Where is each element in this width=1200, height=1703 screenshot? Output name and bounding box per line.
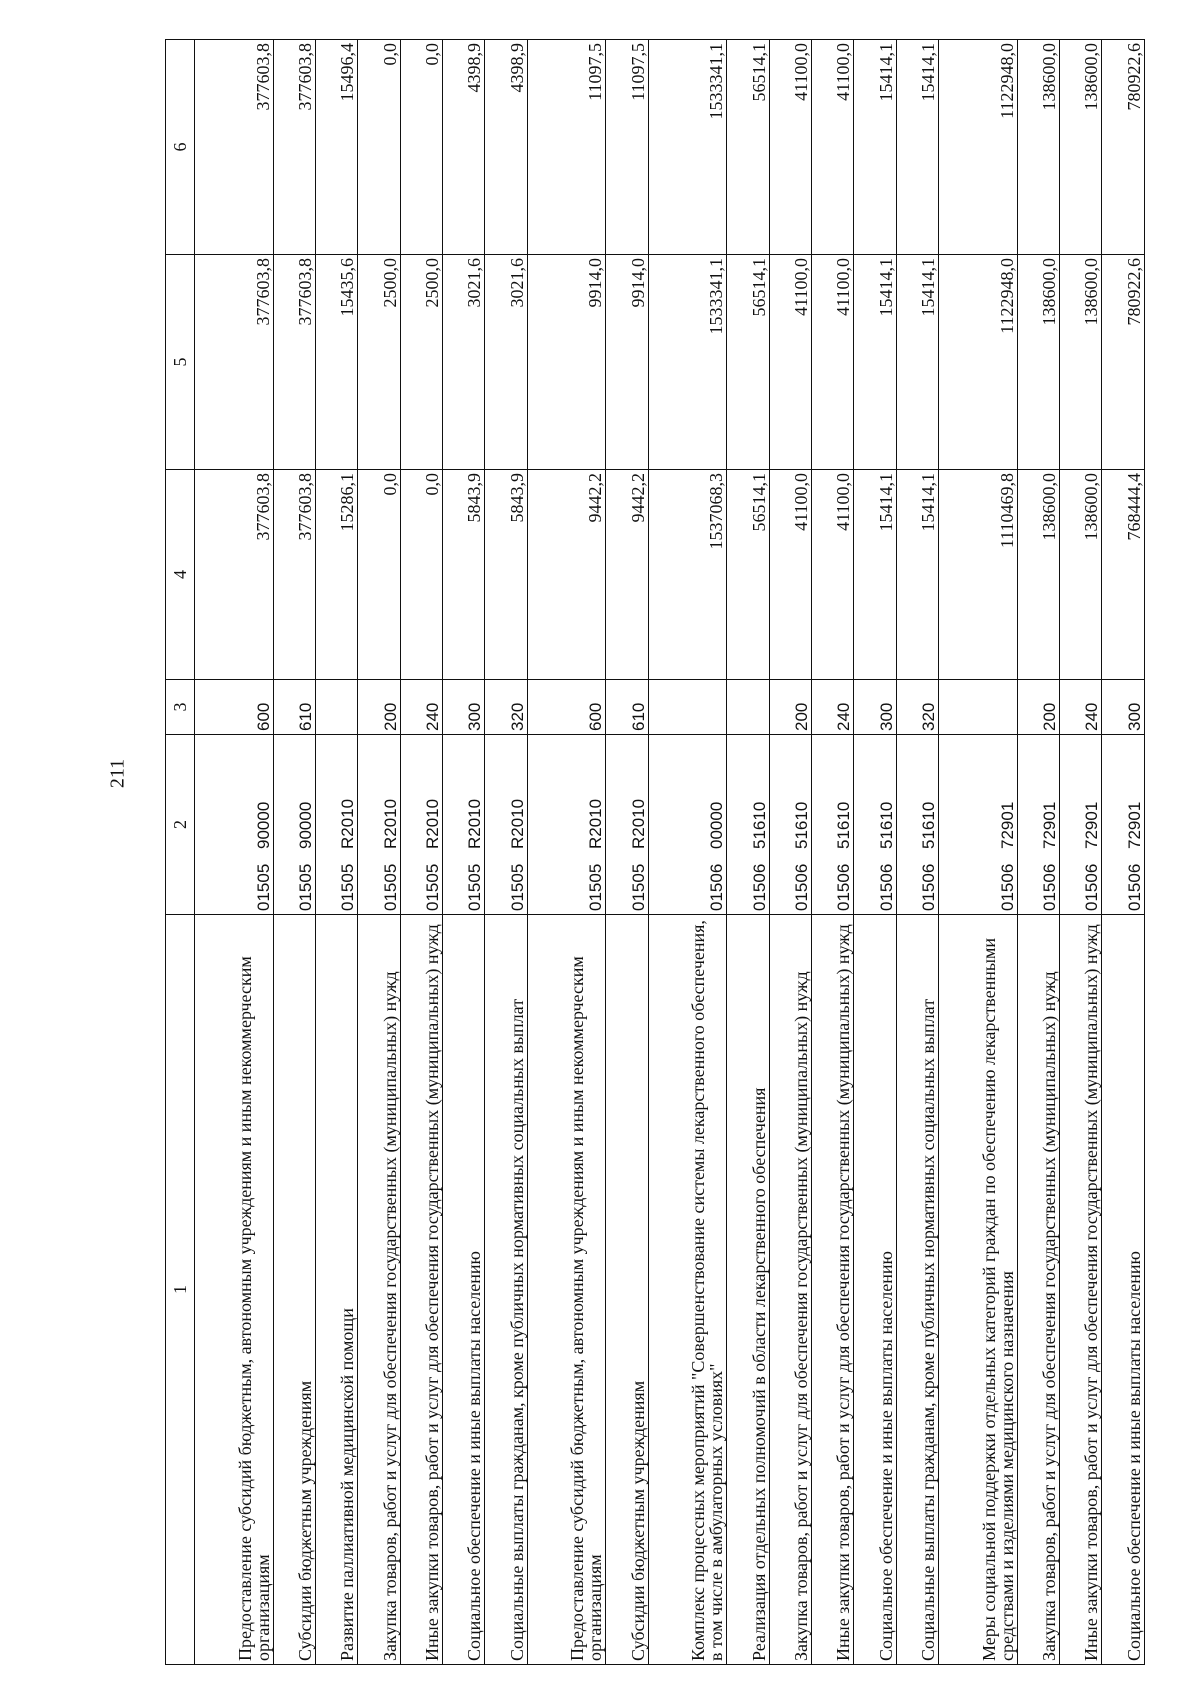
- code-program: 01505: [253, 863, 273, 911]
- row-value-v6: 1533341,1: [648, 40, 727, 255]
- row-name: Социальное обеспечение и иные выплаты населению: [443, 915, 485, 1665]
- row-value-v5: 138600,0: [1017, 255, 1059, 470]
- header-col-3: 3: [166, 680, 195, 735]
- row-name: Предоставление субсидий бюджетным, автономным учреждениям и иным некоммерческим организациям: [527, 915, 606, 1665]
- row-value-v5: 138600,0: [1060, 255, 1102, 470]
- code-direction: 72901: [1040, 801, 1060, 849]
- row-code: [606, 735, 648, 915]
- row-value-v6: 11097,5: [527, 40, 606, 255]
- row-value-v6: 0,0: [400, 40, 442, 255]
- row-value-v4: 377603,8: [195, 470, 274, 680]
- row-value-v5: 15435,6: [316, 255, 358, 470]
- code-direction: R2010: [628, 798, 648, 849]
- row-value-v6: 138600,0: [1060, 40, 1102, 255]
- row-expense-type: 300: [443, 680, 485, 735]
- code-direction: R2010: [380, 798, 400, 849]
- code-program: 01505: [423, 863, 443, 911]
- table-row: [939, 40, 1018, 1665]
- row-value-v4: 768444,4: [1102, 470, 1145, 680]
- row-name: Развитие паллиативной медицинской помощи: [316, 915, 358, 1665]
- row-code: [1102, 735, 1145, 915]
- code-program: 01505: [628, 863, 648, 911]
- code-program: 01506: [919, 863, 939, 911]
- row-value-v6: 41100,0: [769, 40, 811, 255]
- row-code: [527, 735, 606, 915]
- row-value-v4: 0,0: [400, 470, 442, 680]
- table-row: [1102, 40, 1145, 1665]
- code-program: 01505: [507, 863, 527, 911]
- row-name: Закупка товаров, работ и услуг для обеспечения государственных (муниципальных) нужд: [769, 915, 811, 1665]
- budget-table: [165, 39, 1145, 1665]
- header-row: [166, 40, 195, 1665]
- row-name: Реализация отдельных полномочий в области лекарственного обеспечения: [727, 915, 769, 1665]
- row-value-v6: 15496,4: [316, 40, 358, 255]
- row-value-v6: 138600,0: [1017, 40, 1059, 255]
- row-value-v5: 9914,0: [606, 255, 648, 470]
- header-col-2: 2: [166, 735, 195, 915]
- row-name: Социальное обеспечение и иные выплаты населению: [854, 915, 896, 1665]
- row-name: Закупка товаров, работ и услуг для обеспечения государственных (муниципальных) нужд: [1017, 915, 1059, 1665]
- row-name: Иные закупки товаров, работ и услуг для обеспечения государственных (муниципальных) нужд: [400, 915, 442, 1665]
- table-row: [485, 40, 527, 1665]
- code-program: 01506: [792, 863, 812, 911]
- code-direction: 51610: [834, 801, 854, 849]
- header-col-6: 6: [166, 40, 195, 255]
- row-value-v6: 11097,5: [606, 40, 648, 255]
- row-value-v5: 377603,8: [195, 255, 274, 470]
- table-row: [648, 40, 727, 1665]
- code-direction: R2010: [465, 798, 485, 849]
- row-value-v6: 377603,8: [273, 40, 315, 255]
- row-value-v6: 41100,0: [812, 40, 854, 255]
- row-value-v5: 2500,0: [358, 255, 400, 470]
- row-value-v6: 15414,1: [896, 40, 938, 255]
- row-value-v4: 5843,9: [485, 470, 527, 680]
- table-row: [358, 40, 400, 1665]
- row-value-v5: 15414,1: [896, 255, 938, 470]
- code-direction: 51610: [792, 801, 812, 849]
- code-program: 01506: [707, 863, 727, 911]
- header-col-4: 4: [166, 470, 195, 680]
- code-direction: 90000: [296, 801, 315, 849]
- row-expense-type: 600: [195, 680, 274, 735]
- row-value-v6: 0,0: [358, 40, 400, 255]
- row-expense-type: 240: [400, 680, 442, 735]
- row-name: Закупка товаров, работ и услуг для обеспечения государственных (муниципальных) нужд: [358, 915, 400, 1665]
- code-program: 01505: [465, 863, 485, 911]
- budget-table-rotated: [165, 40, 1145, 1665]
- table-row: [273, 40, 315, 1665]
- row-value-v4: 56514,1: [727, 470, 769, 680]
- row-expense-type: 300: [1102, 680, 1145, 735]
- row-value-v4: 15414,1: [854, 470, 896, 680]
- table-row: [769, 40, 811, 1665]
- code-program: 01506: [876, 863, 896, 911]
- row-name: Меры социальной поддержки отдельных категорий граждан по обеспечению лекарственными средствами и изделиями медицинского назначения: [939, 915, 1018, 1665]
- row-code: [1017, 735, 1059, 915]
- code-direction: R2010: [338, 798, 358, 849]
- row-name: Комплекс процессных мероприятий "Совершенствование системы лекарственного обеспечения, в том числе в амбулаторных условиях": [648, 915, 727, 1665]
- row-value-v6: 377603,8: [195, 40, 274, 255]
- code-program: 01506: [997, 863, 1017, 911]
- row-value-v6: 4398,9: [443, 40, 485, 255]
- table-body: [195, 40, 1145, 1665]
- row-value-v5: 3021,6: [485, 255, 527, 470]
- row-expense-type: 240: [1060, 680, 1102, 735]
- row-code: [854, 735, 896, 915]
- row-code: [896, 735, 938, 915]
- row-code: [273, 735, 315, 915]
- row-value-v5: 780922,6: [1102, 255, 1145, 470]
- row-value-v4: 1110469,8: [939, 470, 1018, 680]
- table-row: [527, 40, 606, 1665]
- row-value-v4: 41100,0: [812, 470, 854, 680]
- code-direction: R2010: [507, 798, 527, 849]
- table-row: [400, 40, 442, 1665]
- row-value-v6: 1122948,0: [939, 40, 1018, 255]
- row-value-v5: 377603,8: [273, 255, 315, 470]
- code-direction: 00000: [707, 801, 727, 849]
- row-value-v5: 56514,1: [727, 255, 769, 470]
- row-value-v4: 0,0: [358, 470, 400, 680]
- row-code: [400, 735, 442, 915]
- row-expense-type: 600: [527, 680, 606, 735]
- row-code: [812, 735, 854, 915]
- row-code: [485, 735, 527, 915]
- row-name: Социальные выплаты гражданам, кроме публичных нормативных социальных выплат: [896, 915, 938, 1665]
- row-code: [316, 735, 358, 915]
- row-value-v4: 9442,2: [606, 470, 648, 680]
- row-value-v6: 780922,6: [1102, 40, 1145, 255]
- row-value-v6: 56514,1: [727, 40, 769, 255]
- row-code: [443, 735, 485, 915]
- row-expense-type: 320: [896, 680, 938, 735]
- row-value-v4: 15414,1: [896, 470, 938, 680]
- header-col-1: 1: [166, 915, 195, 1665]
- row-value-v4: 138600,0: [1017, 470, 1059, 680]
- code-program: 01505: [380, 863, 400, 911]
- code-program: 01505: [586, 863, 606, 911]
- row-expense-type: 200: [769, 680, 811, 735]
- row-expense-type: 610: [273, 680, 315, 735]
- code-direction: 51610: [919, 801, 939, 849]
- code-program: 01505: [296, 863, 315, 911]
- code-direction: 72901: [1082, 801, 1102, 849]
- row-code: [1060, 735, 1102, 915]
- row-expense-type: 300: [854, 680, 896, 735]
- row-value-v5: 15414,1: [854, 255, 896, 470]
- code-program: 01506: [834, 863, 854, 911]
- code-direction: 90000: [253, 801, 273, 849]
- row-code: [727, 735, 769, 915]
- code-program: 01506: [1082, 863, 1102, 911]
- row-value-v4: 5843,9: [443, 470, 485, 680]
- table-row: [606, 40, 648, 1665]
- row-expense-type: [648, 680, 727, 735]
- row-value-v5: 3021,6: [443, 255, 485, 470]
- code-direction: R2010: [586, 798, 606, 849]
- row-code: [769, 735, 811, 915]
- row-value-v6: 4398,9: [485, 40, 527, 255]
- row-name: Предоставление субсидий бюджетным, автономным учреждениям и иным некоммерческим организациям: [195, 915, 274, 1665]
- row-code: [195, 735, 274, 915]
- row-expense-type: 200: [358, 680, 400, 735]
- row-expense-type: [727, 680, 769, 735]
- row-value-v5: 41100,0: [769, 255, 811, 470]
- row-value-v5: 9914,0: [527, 255, 606, 470]
- table-row: [1017, 40, 1059, 1665]
- row-code: [648, 735, 727, 915]
- table-row: [1060, 40, 1102, 1665]
- row-value-v4: 9442,2: [527, 470, 606, 680]
- row-code: [939, 735, 1018, 915]
- row-name: Иные закупки товаров, работ и услуг для обеспечения государственных (муниципальных) нужд: [812, 915, 854, 1665]
- row-expense-type: 240: [812, 680, 854, 735]
- table-row: [443, 40, 485, 1665]
- row-value-v6: 15414,1: [854, 40, 896, 255]
- table-row: [854, 40, 896, 1665]
- table-row: [195, 40, 274, 1665]
- code-program: 01506: [749, 863, 769, 911]
- code-program: 01506: [1125, 863, 1144, 911]
- table-row: [727, 40, 769, 1665]
- row-value-v5: 1533341,1: [648, 255, 727, 470]
- row-name: Субсидии бюджетным учреждениям: [606, 915, 648, 1665]
- table-row: [896, 40, 938, 1665]
- row-value-v4: 15286,1: [316, 470, 358, 680]
- row-value-v4: 138600,0: [1060, 470, 1102, 680]
- code-direction: 72901: [1125, 801, 1144, 849]
- row-name: Социальные выплаты гражданам, кроме публичных нормативных социальных выплат: [485, 915, 527, 1665]
- header-col-5: 5: [166, 255, 195, 470]
- table-row: [812, 40, 854, 1665]
- row-name: Социальное обеспечение и иные выплаты населению: [1102, 915, 1145, 1665]
- row-expense-type: 610: [606, 680, 648, 735]
- row-name: Субсидии бюджетным учреждениям: [273, 915, 315, 1665]
- code-direction: 51610: [876, 801, 896, 849]
- code-direction: 72901: [997, 801, 1017, 849]
- page-number: 211: [106, 758, 129, 789]
- code-program: 01505: [338, 863, 358, 911]
- code-direction: R2010: [423, 798, 443, 849]
- row-value-v5: 41100,0: [812, 255, 854, 470]
- row-name: Иные закупки товаров, работ и услуг для обеспечения государственных (муниципальных) нужд: [1060, 915, 1102, 1665]
- row-value-v5: 2500,0: [400, 255, 442, 470]
- code-direction: 51610: [749, 801, 769, 849]
- row-expense-type: [939, 680, 1018, 735]
- row-expense-type: [316, 680, 358, 735]
- row-value-v4: 41100,0: [769, 470, 811, 680]
- row-expense-type: 320: [485, 680, 527, 735]
- row-value-v4: 377603,8: [273, 470, 315, 680]
- row-expense-type: 200: [1017, 680, 1059, 735]
- row-value-v5: 1122948,0: [939, 255, 1018, 470]
- row-code: [358, 735, 400, 915]
- code-program: 01506: [1040, 863, 1060, 911]
- row-value-v4: 1537068,3: [648, 470, 727, 680]
- table-row: [316, 40, 358, 1665]
